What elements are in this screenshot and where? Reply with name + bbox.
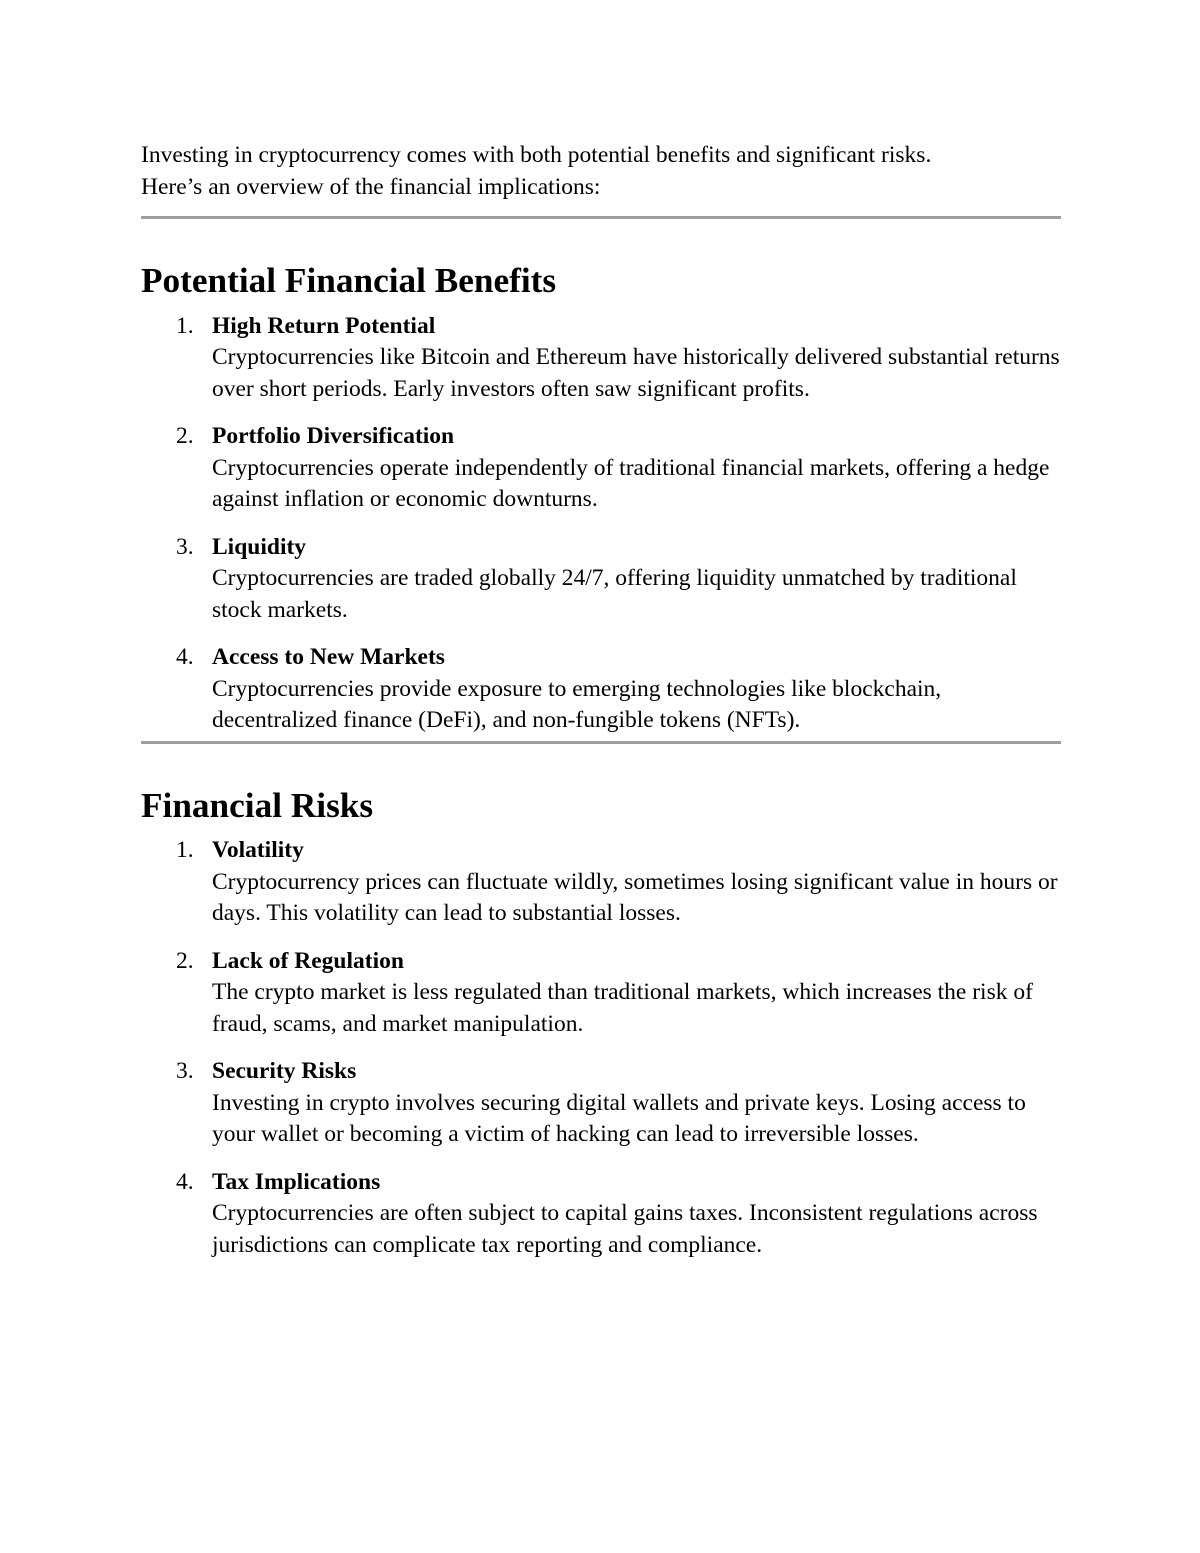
list-number: 3. — [176, 1058, 194, 1084]
item-description: Cryptocurrencies provide exposure to emerging technologies like blockchain, decentralized finance (DeFi), and non-fungible tokens (NFTs). — [212, 675, 942, 733]
list-item — [141, 1056, 1061, 1151]
list-number: 4. — [176, 1168, 194, 1195]
list-item — [141, 421, 1061, 516]
list-item — [141, 532, 1061, 627]
list-number: 1. — [176, 312, 194, 339]
item-description: Cryptocurrencies are traded globally 24/7, offering liquidity unmatched by traditional stock markets. — [212, 565, 1017, 623]
item-title: High Return Potential — [212, 312, 436, 339]
intro-paragraph — [141, 140, 1061, 203]
item-title: Tax Implications — [212, 1168, 381, 1195]
item-description: Cryptocurrency prices can fluctuate wildly, sometimes losing significant value in hours or days. This volatility can lead to substantial losses. — [212, 868, 1058, 926]
risks-heading: Financial Risks — [141, 785, 374, 825]
list-item — [141, 311, 1061, 406]
item-description: Cryptocurrencies are often subject to capital gains taxes. Inconsistent regulations across jurisdictions can complicate tax reporting and compliance. — [212, 1200, 1038, 1258]
item-title: Lack of Regulation — [212, 947, 404, 974]
list-number: 1. — [176, 837, 194, 863]
list-number: 2. — [176, 947, 194, 974]
horizontal-divider — [141, 741, 1061, 744]
item-title: Volatility — [212, 837, 304, 863]
list-number: 3. — [176, 533, 194, 560]
item-title: Security Risks — [212, 1058, 357, 1084]
item-description: Investing in crypto involves securing digital wallets and private keys. Losing access to your wallet or becoming a victim of hacking can lead to irreversible losses. — [212, 1089, 1026, 1147]
benefits-list — [141, 311, 1061, 737]
list-item — [141, 835, 1061, 930]
item-description: Cryptocurrencies like Bitcoin and Ethereum have historically delivered substantial returns over short periods. Early investors often saw significant profits. — [212, 344, 1060, 402]
list-item — [141, 1167, 1061, 1262]
list-number: 4. — [176, 644, 194, 670]
item-title: Portfolio Diversification — [212, 423, 455, 449]
intro-line-2: Here’s an overview of the financial implications: — [141, 173, 601, 200]
horizontal-divider — [141, 216, 1061, 219]
item-title: Access to New Markets — [212, 644, 445, 670]
item-description: Cryptocurrencies operate independently of traditional financial markets, offering a hedge against inflation or economic downturns. — [212, 454, 1050, 512]
list-number: 2. — [176, 423, 194, 449]
item-title: Liquidity — [212, 533, 307, 560]
intro-line-1: Investing in cryptocurrency comes with both potential benefits and significant risks. — [141, 142, 932, 168]
risks-list — [141, 835, 1061, 1261]
list-item — [141, 946, 1061, 1041]
document-page — [141, 140, 1061, 1261]
benefits-heading: Potential Financial Benefits — [141, 261, 557, 300]
list-item — [141, 642, 1061, 737]
item-description: The crypto market is less regulated than traditional markets, which increases the risk of fraud, scams, and market manipulation. — [212, 979, 1033, 1037]
